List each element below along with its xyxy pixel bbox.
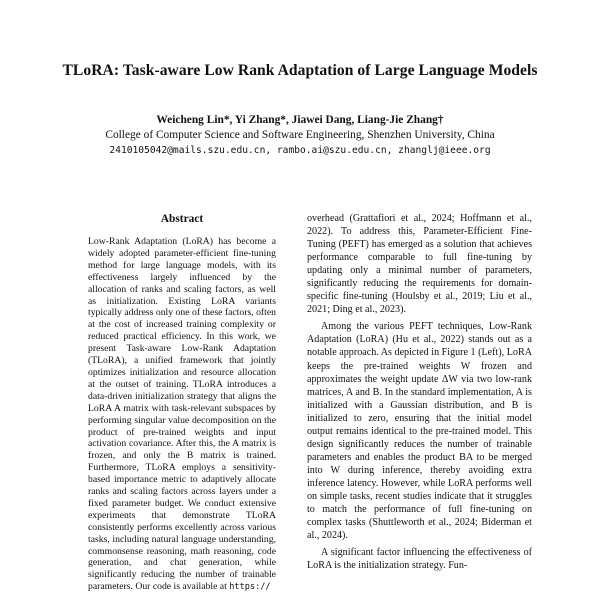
intro-paragraph: A significant factor influencing the effectiveness of LoRA is the initialization strategy. Fun-: [307, 547, 532, 572]
abstract-text: Low-Rank Adaptation (LoRA) has become a widely adopted parameter-efficient fine-tuning method for large language models, with its effectiveness largely influenced by the allocation of ranks and scaling factors, as well as initialization. Existing LoRA variants typically address only one of these factors, often at the cost of increased training complexity or reduced practical efficiency. In this work, we present Task-aware Low-Rank Adaptation (TLoRA), a unified framework that jointly optimizes initialization and resource allocation at the outset of training. TLoRA introduces a data-driven initialization strategy that aligns the LoRA A matrix with task-relevant subspaces by performing singular value decomposition on the product of pre-trained weights and input activation covariance. After this, the A matrix is frozen, and only the B matrix is trained. Furthermore, TLoRA employs a sensitivity-based importance metric to adaptively allocate ranks and scaling factors across layers under a fixed parameter budget. We conduct extensive experiments that demonstrate TLoRA consistently performs excellently across various tasks, including natural language understanding, commonsense reasoning, math reasoning, code generation, and chat generation, while significantly reducing the number of trainable parameters. Our code is available at: [88, 236, 276, 593]
intro-column: [307, 212, 532, 572]
abstract-heading: Abstract: [160, 213, 204, 225]
author-list: Weicheng Lin*, Yi Zhang*, Jiawei Dang, Liang-Jie Zhang†: [156, 114, 444, 126]
code-url[interactable]: https://: [229, 582, 271, 593]
abstract-body: [88, 236, 276, 594]
author-emails: 2410105042@mails.szu.edu.cn, rambo.ai@szu.edu.cn, zhanglj@ieee.org: [109, 145, 491, 156]
affiliation: College of Computer Science and Software Engineering, Shenzhen University, China: [105, 129, 495, 141]
paper-title: TLoRA: Task-aware Low Rank Adaptation of Large Language Models: [62, 62, 538, 79]
intro-paragraph: Among the various PEFT techniques, Low-Rank Adaptation (LoRA) (Hu et al., 2022) stands out as a notable approach. As depicted in Figure 1 (Left), LoRA keeps the pre-trained weights W frozen and approximates the weight update ΔW via two low-rank matrices, A and B. In the standard implementation, A is initialized with a Gaussian distribution, and B is initialized to zero, ensuring that the initial model output remains identical to the pre-trained model. This design significantly reduces the number of trainable parameters and enables the product BA to be merged into W during inference, thereby avoiding extra inference latency. However, while LoRA performs well on simple tasks, recent studies indicate that it struggles to match the performance of full fine-tuning on complex tasks (Shuttleworth et al., 2024; Biderman et al., 2024).: [307, 321, 532, 542]
intro-paragraph: overhead (Grattafiori et al., 2024; Hoffmann et al., 2022). To address this, Parameter-Efficient Fine-Tuning (PEFT) has emerged as a solution that achieves performance comparable to full fine-tuning by updating only a minimal number of parameters, significantly reducing the requirements for domain-specific fine-tuning (Houlsby et al., 2019; Liu et al., 2021; Ding et al., 2023).: [307, 213, 532, 316]
